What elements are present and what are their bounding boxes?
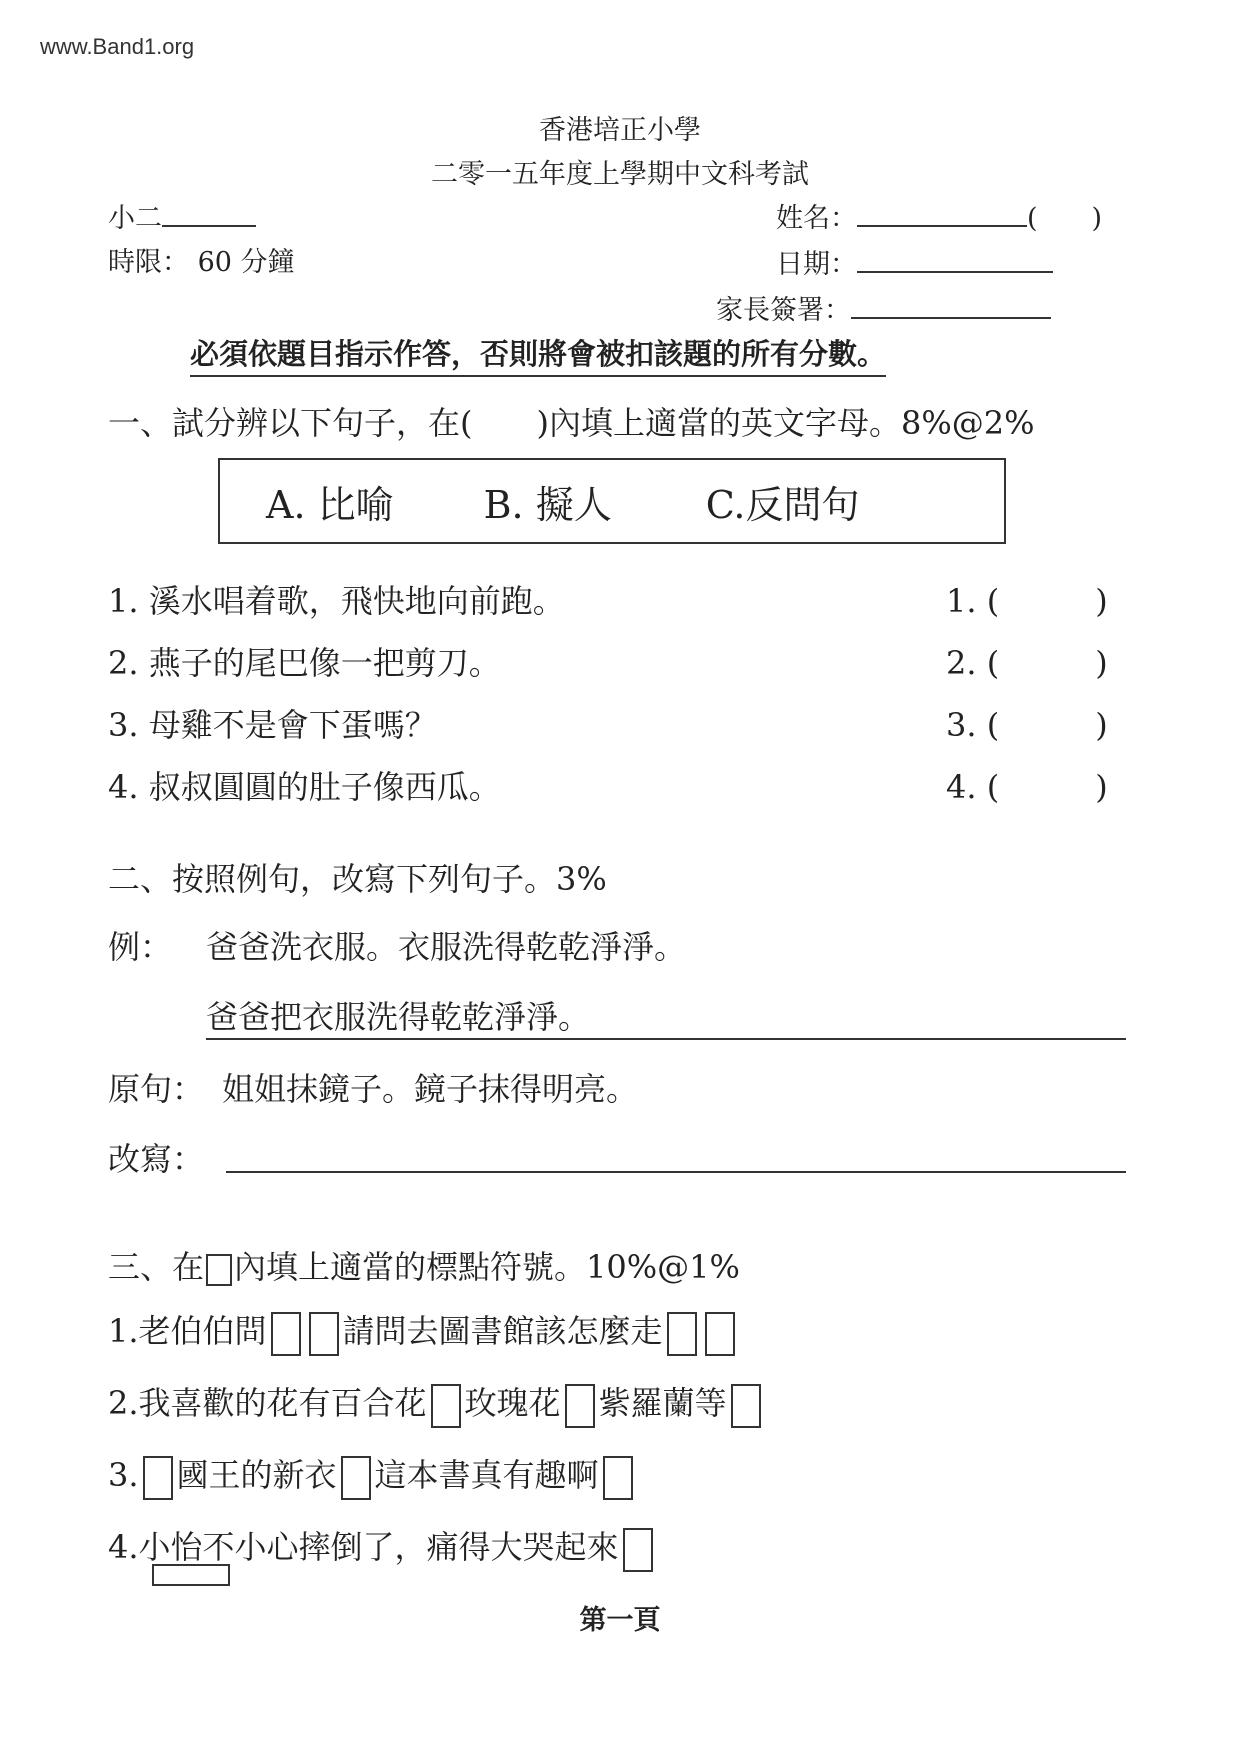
- instruction-notice: 必須依題目指示作答，否則將會被扣該題的所有分數。: [190, 332, 886, 377]
- watermark: www.Band1.org: [40, 34, 195, 59]
- s1-question-4: 4. 叔叔圓圓的肚子像西瓜。: [108, 768, 501, 806]
- class-blank[interactable]: [162, 199, 256, 227]
- time-label: 時限：: [108, 247, 189, 278]
- s3-q3-text-b: 這本書真有趣啊: [374, 1456, 599, 1494]
- s3-q3-number: 3.: [108, 1456, 139, 1494]
- s3-question-2: [108, 1378, 765, 1428]
- signature-blank[interactable]: [851, 291, 1051, 319]
- class-number-bracket: ( ): [1027, 203, 1103, 234]
- date-label: 日期：: [776, 249, 857, 280]
- section3-title-b: 內填上適當的標點符號。10%@1%: [234, 1248, 740, 1286]
- section3-title: [108, 1242, 740, 1288]
- option-a: A. 比喻: [266, 482, 394, 527]
- s1-answer-4[interactable]: 4. ( ): [946, 768, 1108, 806]
- s1-answer-2[interactable]: 2. ( ): [946, 644, 1108, 682]
- s3-question-3: [108, 1450, 637, 1500]
- section2-title: 二、按照例句，改寫下列句子。3%: [108, 860, 607, 898]
- s3-q1-text-b: 請問去圖書館該怎麼走: [342, 1312, 663, 1350]
- class-field: [108, 196, 256, 235]
- time-value: 60 分鐘: [197, 247, 295, 278]
- punct-box[interactable]: [431, 1384, 461, 1428]
- s3-q1-text-a: 老伯伯問: [138, 1312, 267, 1350]
- punct-box[interactable]: [271, 1312, 301, 1356]
- signature-field: [716, 288, 1051, 327]
- punct-box[interactable]: [705, 1312, 735, 1356]
- punct-box[interactable]: [731, 1384, 761, 1428]
- s3-question-1: [108, 1306, 739, 1356]
- name-label: 姓名：: [776, 203, 857, 234]
- s1-question-3: 3. 母雞不是會下蛋嗎？: [108, 706, 437, 744]
- s3-q4-text-b: 不小心摔倒了，痛得大哭起來: [202, 1528, 619, 1566]
- punct-box-under[interactable]: [152, 1564, 230, 1586]
- school-name: 香港培正小學: [539, 115, 701, 146]
- punct-box[interactable]: [667, 1312, 697, 1356]
- options-box: [218, 458, 1006, 544]
- punct-box[interactable]: [341, 1456, 371, 1500]
- name-field: [776, 196, 1102, 235]
- section3-title-a: 三、在: [108, 1248, 205, 1286]
- date-field: [776, 242, 1053, 281]
- s3-q3-text-a: 國王的新衣: [176, 1456, 337, 1494]
- s3-q2-text-b: 玫瑰花: [464, 1384, 561, 1422]
- s3-q4-text-a: 小怡: [138, 1528, 203, 1566]
- s1-question-1: 1. 溪水唱着歌，飛快地向前跑。: [108, 582, 565, 620]
- option-b: B. 擬人: [483, 482, 612, 527]
- rewrite-answer-line[interactable]: [226, 1170, 1126, 1173]
- s3-q2-text-a: 我喜歡的花有百合花: [138, 1384, 427, 1422]
- s1-answer-1[interactable]: 1. ( ): [946, 582, 1108, 620]
- punct-box[interactable]: [603, 1456, 633, 1500]
- blank-box-icon: [206, 1254, 232, 1286]
- example-text: 爸爸洗衣服。衣服洗得乾乾淨淨。: [206, 928, 687, 966]
- punct-box[interactable]: [309, 1312, 339, 1356]
- time-limit: [108, 240, 295, 279]
- s3-q4-number: 4.: [108, 1528, 139, 1566]
- rewrite-label: 改寫：: [108, 1140, 205, 1178]
- class-label: 小二: [108, 203, 162, 234]
- s3-q2-number: 2.: [108, 1384, 139, 1422]
- punct-box[interactable]: [565, 1384, 595, 1428]
- s1-answer-3[interactable]: 3. ( ): [946, 706, 1108, 744]
- original-label: 原句：: [108, 1070, 205, 1108]
- original-text: 姐姐抹鏡子。鏡子抹得明亮。: [222, 1070, 639, 1108]
- example-label: 例：: [108, 928, 173, 966]
- exam-title: 二零一五年度上學期中文科考試: [431, 159, 809, 190]
- punct-box[interactable]: [623, 1528, 653, 1572]
- name-blank[interactable]: [857, 199, 1027, 227]
- date-blank[interactable]: [857, 245, 1053, 273]
- example-answer: 爸爸把衣服洗得乾乾淨淨。: [206, 998, 591, 1036]
- section1-title: 一、試分辨以下句子，在( )內填上適當的英文字母。8%@2%: [108, 404, 1035, 442]
- s3-q2-text-c: 紫羅蘭等: [598, 1384, 727, 1422]
- s1-question-2: 2. 燕子的尾巴像一把剪刀。: [108, 644, 501, 682]
- option-c: C.反問句: [705, 482, 860, 527]
- punct-box[interactable]: [143, 1456, 173, 1500]
- page-number: 第一頁: [579, 1605, 661, 1636]
- s3-q1-number: 1.: [108, 1312, 139, 1350]
- example-answer-line: [206, 992, 1126, 1040]
- signature-label: 家長簽署：: [716, 295, 851, 326]
